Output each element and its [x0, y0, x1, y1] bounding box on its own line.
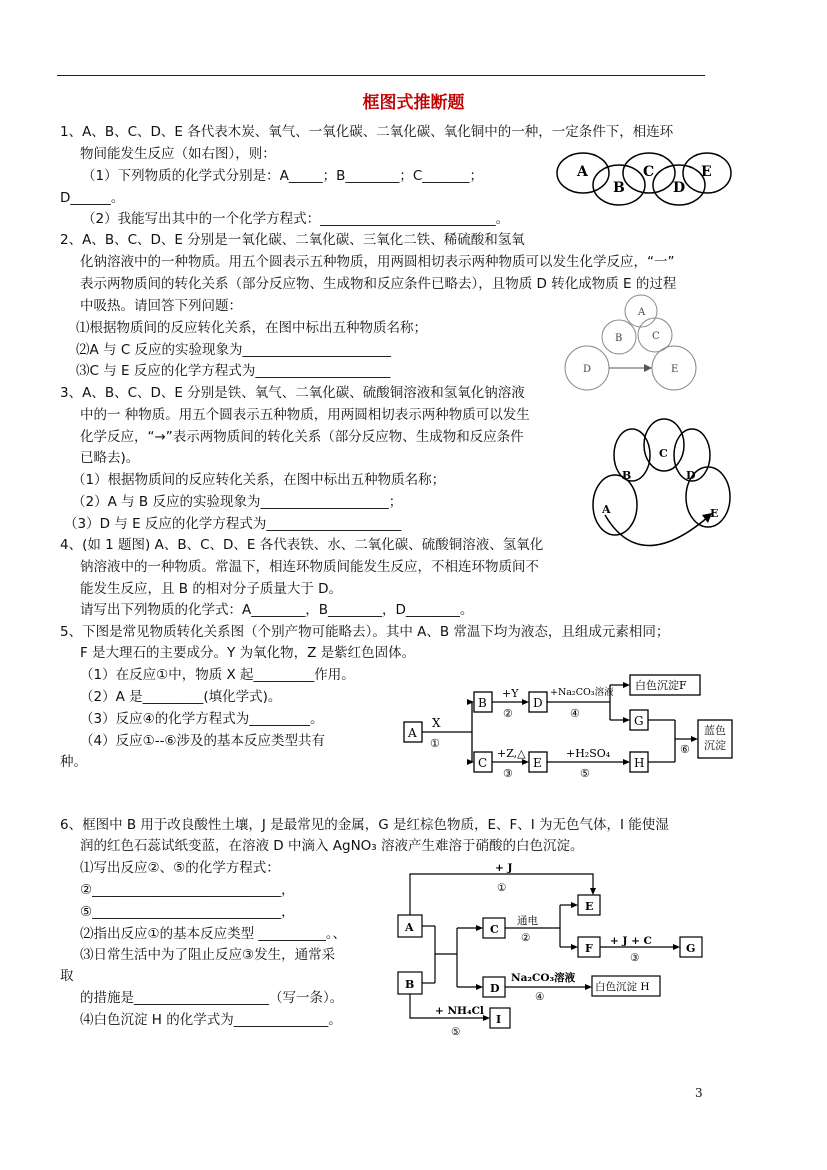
- q2-circle-diagram: [557, 293, 702, 393]
- q1-line-4: D______。: [60, 190, 125, 206]
- q6-line-10: ⑷白色沉淀 H 的化学式为______________。: [80, 1012, 342, 1028]
- q5-label-x: X: [432, 716, 441, 730]
- q5-node-c: C: [478, 756, 488, 770]
- q5-step-4: ④: [570, 707, 580, 720]
- q6-line-7: ⑶日常生活中为了阻止反应③发生，通常采: [80, 947, 336, 963]
- header-rule: [57, 75, 705, 76]
- q6-line-6: ⑵指出反应①的基本反应类型 __________。、: [80, 926, 347, 942]
- q2-label-e: E: [671, 364, 679, 375]
- q6-step-1: ①: [497, 882, 507, 894]
- q6-line-3: ⑴写出反应②、⑤的化学方程式：: [80, 860, 280, 876]
- q5-line-3: （1）在反应①中，物质 X 起_________作用。: [80, 667, 355, 683]
- q2-line-4: 中吸热。请回答下列问题：: [80, 298, 242, 314]
- q4-line-2: 钠溶液中的一种物质。常温下，相连环物质间能发生反应，不相连环物质间不: [80, 559, 539, 575]
- q6-node-c: C: [490, 923, 499, 936]
- q5-label-z: +Z,△: [497, 747, 526, 760]
- q6-label-plus-j-c: + J + C: [610, 935, 652, 947]
- q6-line-5: ⑤____________________________，: [80, 904, 295, 920]
- q2-line-5: ⑴根据物质间的反应转化关系，在图中标出五种物质名称；: [76, 320, 427, 336]
- q1-line-3: （1）下列物质的化学式分别是：A_____；B________；C_______；: [82, 168, 484, 184]
- q6-line-2: 润的红色石蕊试纸变蓝，在溶液 D 中滴入 AgNO₃ 溶液产生难溶于硝酸的白色沉淀。: [80, 838, 584, 854]
- q6-line-1: 6、框图中 B 用于改良酸性土壤，J 是最常见的金属，G 是红棕色物质，E、F、I 为无色气体，I 能使湿: [60, 817, 669, 833]
- q5-label-h2so4: +H₂SO₄: [566, 747, 611, 760]
- q5-node-g: G: [634, 714, 644, 728]
- q3-line-2: 中的一 种物质。用五个圆表示五种物质，用两圆相切表示两种物质可以发生: [80, 407, 530, 423]
- q6-node-e: E: [585, 900, 594, 913]
- q4-line-1: 4、(如 1 题图) A、B、C、D、E 各代表铁、水、二氧化碳、硫酸铜溶液、氢氧化: [60, 537, 544, 553]
- q2-label-d: D: [583, 364, 592, 375]
- q3-label-a: A: [602, 503, 611, 516]
- q5-step-1: ①: [430, 737, 440, 750]
- q6-line-4: ②____________________________，: [80, 882, 295, 898]
- q5-node-blue-precipitate: 蓝色沉淀: [704, 724, 726, 752]
- q6-label-electrolysis: 通电: [517, 915, 538, 927]
- q3-line-4: 已略去)。: [80, 450, 140, 466]
- q5-node-e: E: [533, 756, 542, 770]
- q5-label-na2co3: +Na₂CO₃溶液: [550, 687, 614, 698]
- q5-label-y: +Y: [502, 687, 519, 700]
- q6-label-nh4cl: + NH₄Cl: [435, 1005, 484, 1017]
- q1-line-5: （2）我能写出其中的一个化学方程式：__________________________。: [82, 211, 510, 227]
- q6-step-4: ④: [535, 991, 545, 1003]
- q2-line-6: ⑵A 与 C 反应的实验现象为______________________: [76, 342, 392, 358]
- q5-line-4: （2）A 是_________(填化学式)。: [80, 689, 282, 705]
- q2-line-7: ⑶C 与 E 反应的化学方程式为____________________: [76, 363, 391, 379]
- q6-line-8: 取: [60, 968, 74, 984]
- q1-ring-diagram: [555, 150, 735, 210]
- q6-line-9: 的措施是____________________（写一条）。: [80, 990, 344, 1006]
- q6-node-i: I: [496, 1013, 502, 1026]
- q3-label-e: E: [710, 507, 719, 520]
- q2-line-2: 化钠溶液中的一种物质。用五个圆表示五种物质，用两圆相切表示两种物质可以发生化学反应，“一”: [80, 254, 675, 270]
- q6-label-plus-j: + J: [495, 862, 513, 874]
- q3-label-c: C: [659, 447, 668, 460]
- q5-line-2: F 是大理石的主要成分。Y 为氧化物，Z 是紫红色固体。: [80, 645, 416, 661]
- q5-line-6: （4）反应①--⑥涉及的基本反应类型共有: [80, 733, 326, 749]
- q5-node-d: D: [533, 696, 543, 710]
- q3-circle-diagram: [580, 405, 740, 555]
- q5-flow-diagram: [400, 675, 730, 785]
- q6-node-h: 白色沉淀 H: [595, 981, 650, 993]
- q5-node-a: A: [408, 726, 417, 740]
- q2-label-c: C: [652, 331, 660, 342]
- q1-line-1: 1、A、B、C、D、E 各代表木炭、氧气、一氧化碳、二氧化碳、氧化铜中的一种，一定条件下，相连环: [60, 124, 674, 140]
- q2-label-a: A: [638, 307, 646, 318]
- q5-step-3: ③: [503, 767, 513, 780]
- q6-step-5: ⑤: [451, 1026, 461, 1038]
- q6-node-a: A: [405, 921, 414, 934]
- q6-node-b: B: [405, 978, 415, 991]
- q3-label-d: D: [686, 469, 696, 482]
- q1-label-b: B: [613, 180, 625, 196]
- q6-label-na2co3: Na₂CO₃溶液: [511, 972, 576, 984]
- q4-line-4: 请写出下列物质的化学式：A________，B________，D________。: [80, 602, 474, 618]
- q5-node-h: H: [634, 756, 645, 770]
- q1-label-d: D: [673, 180, 686, 196]
- q5-line-1: 5、下图是常见物质转化关系图（个别产物可能略去）。其中 A、B 常温下均为液态，且组成元素相同；: [60, 624, 670, 640]
- q6-node-d: D: [490, 982, 500, 995]
- q3-line-5: （1）根据物质间的反应转化关系，在图中标出五种物质名称；: [72, 472, 446, 488]
- q3-line-6: （2）A 与 B 反应的实验现象为___________________；: [72, 494, 403, 510]
- q5-step-2: ②: [503, 707, 513, 720]
- q6-step-3: ③: [630, 952, 640, 964]
- q5-line-7: 种。: [60, 754, 87, 770]
- q5-node-b: B: [478, 696, 487, 710]
- q1-label-a: A: [577, 164, 588, 180]
- q3-label-b: B: [622, 469, 632, 482]
- q1-line-2: 物间能发生反应（如右图），则：: [80, 146, 276, 162]
- q6-node-g: G: [686, 942, 696, 955]
- q6-flow-diagram: [395, 862, 715, 1042]
- q2-label-b: B: [615, 333, 623, 344]
- q3-line-7: （3）D 与 E 反应的化学方程式为____________________: [64, 516, 402, 532]
- q3-line-1: 3、A、B、C、D、E 分别是铁、氧气、二氧化碳、硫酸铜溶液和氢氧化钠溶液: [60, 385, 525, 401]
- q2-line-1: 2、A、B、C、D、E 分别是一氧化碳、二氧化碳、三氧化二铁、稀硫酸和氢氧: [60, 232, 525, 248]
- q2-line-3: 表示两物质间的转化关系（部分反应物、生成物和反应条件已略去），且物质 D 转化成物质 E 的过程: [80, 276, 677, 292]
- q1-label-e: E: [701, 164, 712, 180]
- q6-step-2: ②: [521, 932, 531, 944]
- q1-label-c: C: [643, 164, 655, 180]
- q5-node-f: 白色沉淀F: [635, 679, 687, 692]
- q5-step-6: ⑥: [680, 743, 690, 756]
- page-title: 框图式推断题: [362, 93, 465, 113]
- page-number: 3: [695, 1086, 703, 1100]
- q5-line-5: （3）反应④的化学方程式为_________。: [80, 711, 324, 727]
- q6-node-f: F: [585, 942, 593, 955]
- q4-line-3: 能发生反应，且 B 的相对分子质量大于 D。: [80, 581, 343, 597]
- q3-line-3: 化学反应，“→”表示两物质间的转化关系（部分反应物、生成物和反应条件: [80, 429, 524, 445]
- q5-step-5: ⑤: [580, 767, 590, 780]
